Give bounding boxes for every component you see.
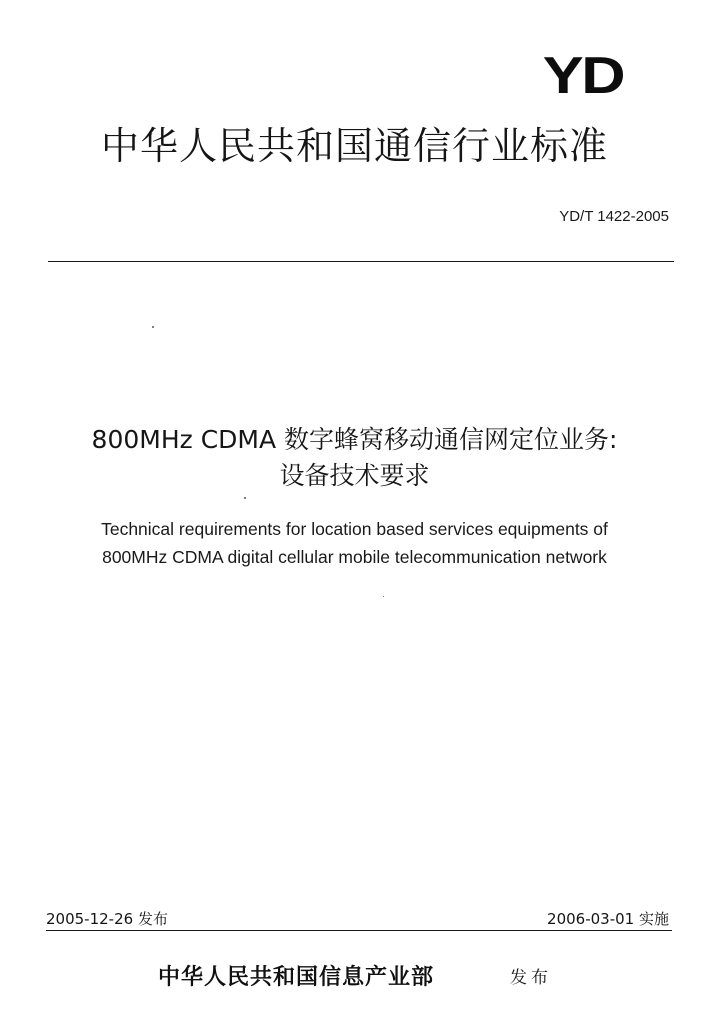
document-title-en-line1: Technical requirements for location based services equipments of (101, 519, 608, 539)
document-title-en-line2: 800MHz CDMA digital cellular mobile telecommunication network (102, 547, 607, 567)
issue-date: 2005-12-26 发布 (46, 910, 168, 928)
document-title-cn-line1: 800MHz CDMA 数字蜂窝移动通信网定位业务: (91, 425, 618, 454)
publish-label: 发布 (510, 968, 552, 988)
scan-speck (152, 326, 154, 328)
header-divider (48, 261, 674, 262)
publisher-name: 中华人民共和国信息产业部 (158, 964, 435, 990)
document-title-cn-line2: 设备技术要求 (279, 461, 430, 490)
standard-number: YD/T 1422-2005 (559, 208, 669, 225)
scan-speck (383, 596, 384, 597)
standard-category: 中华人民共和国通信行业标准 (100, 124, 608, 168)
implementation-date: 2006-03-01 实施 (547, 910, 669, 928)
footer-divider (46, 930, 672, 931)
scan-speck (244, 497, 246, 499)
yd-logo: YD (542, 47, 623, 105)
